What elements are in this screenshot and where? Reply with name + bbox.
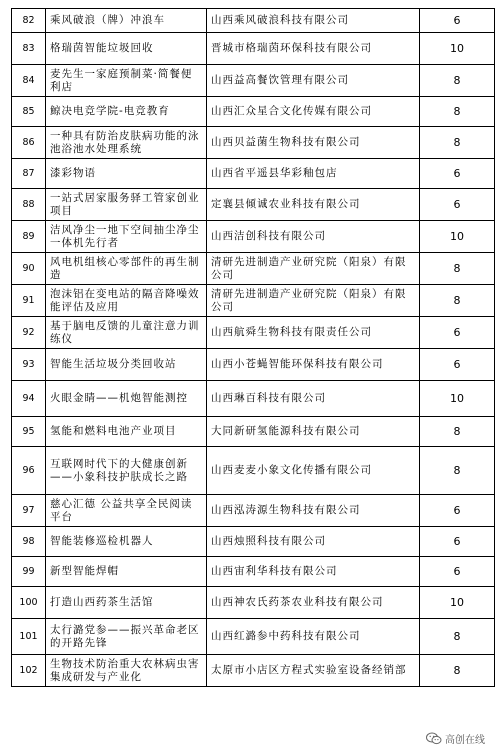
score: 8 [420,417,495,447]
watermark [424,731,487,746]
table-row [12,33,495,65]
row-number: 82 [12,9,46,33]
score: 6 [420,9,495,33]
row-number: 93 [12,349,46,381]
company-name: 山西航舜生物科技有限责任公司 [207,317,420,349]
row-number: 92 [12,317,46,349]
company-name: 山西宙利华科技有限公司 [207,557,420,587]
results-table [11,8,495,687]
table-row [12,65,495,97]
company-name: 山西省平遥县华彩釉包店 [207,159,420,189]
score: 8 [420,655,495,687]
project-name: 太行潞党参——振兴革命老区的开路先锋 [46,619,207,655]
score: 8 [420,447,495,495]
company-name: 山西琳百科技有限公司 [207,381,420,417]
row-number: 85 [12,97,46,127]
row-number: 89 [12,221,46,253]
project-name: 新型智能焊帽 [46,557,207,587]
row-number: 86 [12,127,46,159]
project-name: 基于脑电反馈的儿童注意力训练仪 [46,317,207,349]
score: 8 [420,97,495,127]
project-name: 生物技术防治重大农林病虫害集成研发与产业化 [46,655,207,687]
table-row [12,527,495,557]
table-row [12,189,495,221]
score: 6 [420,557,495,587]
company-name: 太原市小店区方程式实验室设备经销部 [207,655,420,687]
score: 6 [420,349,495,381]
company-name: 山西乘风破浪科技有限公司 [207,9,420,33]
score: 8 [420,127,495,159]
company-name: 清研先进制造产业研究院（阳泉）有限公司 [207,253,420,285]
row-number: 98 [12,527,46,557]
company-name: 山西神农氏药茶农业科技有限公司 [207,587,420,619]
table-row [12,587,495,619]
row-number: 96 [12,447,46,495]
score: 8 [420,253,495,285]
row-number: 83 [12,33,46,65]
project-name: 一种具有防治皮肤病功能的泳池浴池水处理系统 [46,127,207,159]
project-name: 智能装修巡检机器人 [46,527,207,557]
table-row [12,417,495,447]
row-number: 99 [12,557,46,587]
project-name: 乘风破浪（牌）冲浪车 [46,9,207,33]
company-name: 山西洁创科技有限公司 [207,221,420,253]
project-name: 氢能和燃料电池产业项目 [46,417,207,447]
table-row [12,159,495,189]
table-row [12,349,495,381]
score: 6 [420,317,495,349]
project-name: 火眼金睛——机炮智能测控 [46,381,207,417]
table-row [12,253,495,285]
row-number: 94 [12,381,46,417]
table-body [12,9,495,687]
project-name: 麦先生一家庭预制菜·简餐便利店 [46,65,207,97]
score: 8 [420,285,495,317]
company-name: 定襄县倾诚农业科技有限公司 [207,189,420,221]
project-name: 互联网时代下的大健康创新——小象科技护肤成长之路 [46,447,207,495]
project-name: 洁风净尘一地下空间抽尘净尘一体机先行者 [46,221,207,253]
project-name: 泡沫铝在变电站的隔音降噪效能评估及应用 [46,285,207,317]
score: 6 [420,159,495,189]
table-row [12,381,495,417]
row-number: 91 [12,285,46,317]
watermark-text: 高创在线 [445,735,485,746]
row-number: 88 [12,189,46,221]
score: 10 [420,221,495,253]
table-row [12,317,495,349]
table-row [12,285,495,317]
score: 10 [420,587,495,619]
company-name: 大同新研氢能源科技有限公司 [207,417,420,447]
project-name: 风电机组核心零部件的再生制造 [46,253,207,285]
table-row [12,127,495,159]
project-name: 智能生活垃圾分类回收站 [46,349,207,381]
company-name: 山西泓涛源生物科技有限公司 [207,495,420,527]
score: 6 [420,495,495,527]
table-row [12,495,495,527]
project-name: 一站式居家服务驿工管家创业项目 [46,189,207,221]
row-number: 100 [12,587,46,619]
row-number: 97 [12,495,46,527]
score: 10 [420,381,495,417]
row-number: 102 [12,655,46,687]
row-number: 90 [12,253,46,285]
score: 6 [420,527,495,557]
company-name: 山西麦麦小象文化传播有限公司 [207,447,420,495]
project-name: 慈心汇德 公益共享全民阅读平台 [46,495,207,527]
project-name: 漆彩物语 [46,159,207,189]
table-row [12,655,495,687]
table-row [12,9,495,33]
company-name: 晋城市格瑞茵环保科技有限公司 [207,33,420,65]
score: 10 [420,33,495,65]
row-number: 84 [12,65,46,97]
company-name: 山西益高餐饮管理有限公司 [207,65,420,97]
table-row [12,447,495,495]
score: 8 [420,65,495,97]
company-name: 山西红潞参中药科技有限公司 [207,619,420,655]
row-number: 87 [12,159,46,189]
company-name: 清研先进制造产业研究院（阳泉）有限公司 [207,285,420,317]
table-row [12,557,495,587]
table-row [12,221,495,253]
company-name: 山西汇众星合文化传媒有限公司 [207,97,420,127]
score: 8 [420,619,495,655]
table-row [12,619,495,655]
project-name: 格瑞茵智能垃圾回收 [46,33,207,65]
row-number: 101 [12,619,46,655]
company-name: 山西烛照科技有限公司 [207,527,420,557]
project-name: 鲸决电竞学院-电竞教育 [46,97,207,127]
project-name: 打造山西药茶生活馆 [46,587,207,619]
row-number: 95 [12,417,46,447]
company-name: 山西贝益菌生物科技有限公司 [207,127,420,159]
company-name: 山西小苍蝇智能环保科技有限公司 [207,349,420,381]
table-row [12,97,495,127]
score: 6 [420,189,495,221]
wechat-icon [426,732,442,745]
